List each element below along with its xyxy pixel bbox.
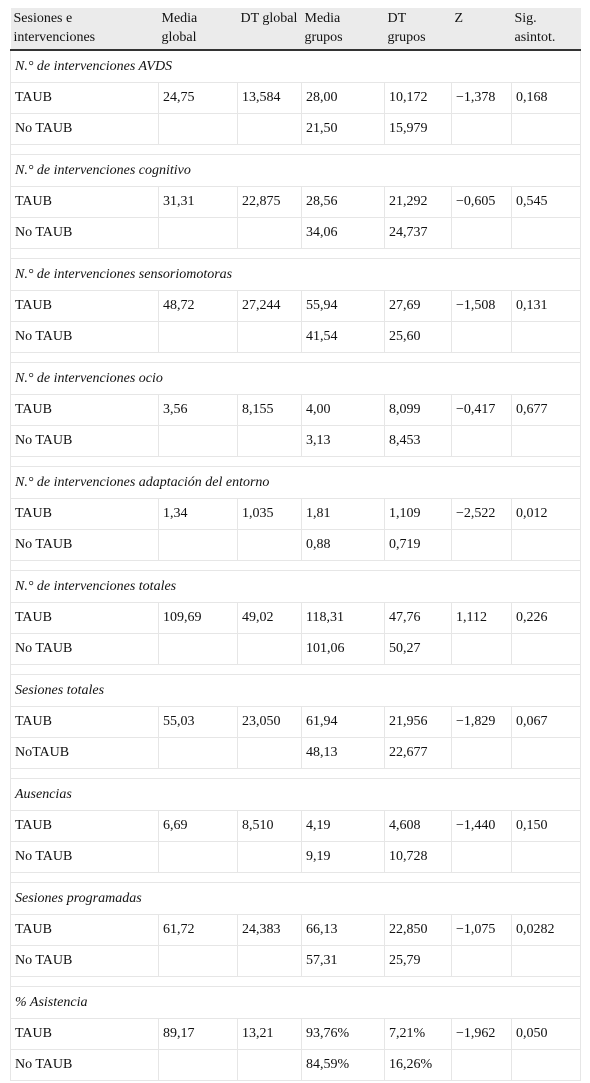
- table-header: [11, 8, 581, 50]
- table-cell: 57,31: [302, 946, 385, 977]
- table-cell: TAUB: [11, 707, 159, 738]
- table-row: [11, 218, 581, 249]
- section-spacer-row: [11, 977, 581, 987]
- table-cell: −1,962: [452, 1019, 512, 1050]
- table-cell: [452, 530, 512, 561]
- table-cell: 34,06: [302, 218, 385, 249]
- table-cell: 55,94: [302, 291, 385, 322]
- table-cell: No TAUB: [11, 322, 159, 353]
- table-row: [11, 1019, 581, 1050]
- table-cell: −2,522: [452, 499, 512, 530]
- table-cell: [512, 426, 581, 457]
- section-heading-row: [11, 571, 581, 603]
- table-cell: [159, 634, 238, 665]
- table-cell: 3,56: [159, 395, 238, 426]
- table-cell: 50,27: [385, 634, 452, 665]
- table-cell: [159, 842, 238, 873]
- section-spacer-row: [11, 249, 581, 259]
- table-cell: [159, 530, 238, 561]
- table-cell: No TAUB: [11, 842, 159, 873]
- section-heading-row: [11, 883, 581, 915]
- table-cell: 8,510: [238, 811, 302, 842]
- table-cell: 31,31: [159, 187, 238, 218]
- table-cell: 9,19: [302, 842, 385, 873]
- section-spacer-row: [11, 457, 581, 467]
- table-cell: [159, 738, 238, 769]
- section-heading-row: [11, 259, 581, 291]
- table-cell: −1,440: [452, 811, 512, 842]
- table-cell: 41,54: [302, 322, 385, 353]
- table-cell: 61,94: [302, 707, 385, 738]
- section-title: N.° de intervenciones AVDS: [11, 50, 581, 83]
- table-cell: [238, 634, 302, 665]
- table-cell: 21,956: [385, 707, 452, 738]
- spacer-cell: [11, 353, 581, 363]
- table-cell: 23,050: [238, 707, 302, 738]
- table-cell: 27,244: [238, 291, 302, 322]
- header-media-global: Media global: [159, 8, 238, 50]
- section-heading-row: [11, 155, 581, 187]
- table-cell: 10,172: [385, 83, 452, 114]
- table-cell: TAUB: [11, 83, 159, 114]
- table-cell: [238, 218, 302, 249]
- table-cell: [512, 634, 581, 665]
- table-cell: No TAUB: [11, 946, 159, 977]
- header-media-grupos: Media grupos: [302, 8, 385, 50]
- table-row: [11, 738, 581, 769]
- table-cell: 13,21: [238, 1019, 302, 1050]
- table-cell: 1,109: [385, 499, 452, 530]
- table-cell: 28,56: [302, 187, 385, 218]
- table-cell: NoTAUB: [11, 738, 159, 769]
- results-table-container: [10, 8, 580, 1081]
- section-title: N.° de intervenciones totales: [11, 571, 581, 603]
- table-cell: 21,292: [385, 187, 452, 218]
- table-cell: 22,850: [385, 915, 452, 946]
- table-cell: [512, 218, 581, 249]
- table-cell: TAUB: [11, 395, 159, 426]
- table-cell: 0,150: [512, 811, 581, 842]
- table-cell: No TAUB: [11, 426, 159, 457]
- table-row: [11, 1050, 581, 1081]
- table-cell: −1,075: [452, 915, 512, 946]
- results-table: [10, 8, 581, 1081]
- table-cell: [512, 946, 581, 977]
- table-cell: [452, 218, 512, 249]
- table-cell: [238, 322, 302, 353]
- spacer-cell: [11, 977, 581, 987]
- table-cell: No TAUB: [11, 1050, 159, 1081]
- header-z: Z: [452, 8, 512, 50]
- table-row: [11, 322, 581, 353]
- table-body: [11, 50, 581, 1081]
- table-cell: −0,417: [452, 395, 512, 426]
- table-cell: 0,88: [302, 530, 385, 561]
- section-heading-row: [11, 779, 581, 811]
- spacer-cell: [11, 561, 581, 571]
- spacer-cell: [11, 769, 581, 779]
- table-cell: −1,508: [452, 291, 512, 322]
- spacer-cell: [11, 145, 581, 155]
- table-cell: [452, 1050, 512, 1081]
- table-cell: TAUB: [11, 915, 159, 946]
- section-title: Sesiones programadas: [11, 883, 581, 915]
- section-spacer-row: [11, 665, 581, 675]
- table-cell: 22,875: [238, 187, 302, 218]
- table-row: [11, 634, 581, 665]
- table-cell: [159, 426, 238, 457]
- table-cell: [159, 1050, 238, 1081]
- table-cell: 0,050: [512, 1019, 581, 1050]
- table-cell: 4,19: [302, 811, 385, 842]
- table-row: [11, 395, 581, 426]
- section-spacer-row: [11, 561, 581, 571]
- table-cell: 27,69: [385, 291, 452, 322]
- table-cell: −1,829: [452, 707, 512, 738]
- table-row: [11, 946, 581, 977]
- table-cell: 6,69: [159, 811, 238, 842]
- table-cell: 61,72: [159, 915, 238, 946]
- spacer-cell: [11, 665, 581, 675]
- table-cell: 0,168: [512, 83, 581, 114]
- table-cell: 109,69: [159, 603, 238, 634]
- table-cell: 49,02: [238, 603, 302, 634]
- table-cell: [238, 114, 302, 145]
- table-cell: 89,17: [159, 1019, 238, 1050]
- table-cell: 1,81: [302, 499, 385, 530]
- table-cell: [159, 114, 238, 145]
- table-cell: [512, 114, 581, 145]
- table-row: [11, 499, 581, 530]
- table-cell: 0,131: [512, 291, 581, 322]
- table-cell: 0,067: [512, 707, 581, 738]
- table-cell: 24,383: [238, 915, 302, 946]
- table-cell: 21,50: [302, 114, 385, 145]
- table-row: [11, 114, 581, 145]
- section-title: Sesiones totales: [11, 675, 581, 707]
- table-cell: TAUB: [11, 499, 159, 530]
- table-cell: 0,012: [512, 499, 581, 530]
- table-cell: 3,13: [302, 426, 385, 457]
- section-spacer-row: [11, 769, 581, 779]
- table-cell: TAUB: [11, 1019, 159, 1050]
- section-spacer-row: [11, 145, 581, 155]
- table-cell: [452, 634, 512, 665]
- table-cell: 22,677: [385, 738, 452, 769]
- table-cell: 84,59%: [302, 1050, 385, 1081]
- table-cell: [452, 946, 512, 977]
- table-cell: 47,76: [385, 603, 452, 634]
- table-cell: [512, 322, 581, 353]
- table-cell: [452, 322, 512, 353]
- table-cell: 0,719: [385, 530, 452, 561]
- table-cell: 1,035: [238, 499, 302, 530]
- table-cell: [452, 426, 512, 457]
- table-cell: 8,453: [385, 426, 452, 457]
- header-sig-asintot: Sig. asintot.: [512, 8, 581, 50]
- section-heading-row: [11, 675, 581, 707]
- table-cell: [452, 114, 512, 145]
- section-spacer-row: [11, 873, 581, 883]
- table-cell: 25,60: [385, 322, 452, 353]
- table-row: [11, 187, 581, 218]
- section-title: N.° de intervenciones cognitivo: [11, 155, 581, 187]
- section-heading-row: [11, 467, 581, 499]
- table-cell: 118,31: [302, 603, 385, 634]
- table-cell: [452, 842, 512, 873]
- table-cell: [159, 322, 238, 353]
- table-cell: 4,608: [385, 811, 452, 842]
- table-cell: No TAUB: [11, 634, 159, 665]
- table-cell: 1,34: [159, 499, 238, 530]
- spacer-cell: [11, 873, 581, 883]
- table-cell: 1,112: [452, 603, 512, 634]
- table-cell: [238, 1050, 302, 1081]
- table-cell: [159, 946, 238, 977]
- table-cell: [238, 946, 302, 977]
- section-title: N.° de intervenciones ocio: [11, 363, 581, 395]
- section-heading-row: [11, 987, 581, 1019]
- table-row: [11, 603, 581, 634]
- table-cell: 8,099: [385, 395, 452, 426]
- table-cell: 25,79: [385, 946, 452, 977]
- table-row: [11, 811, 581, 842]
- table-cell: [238, 842, 302, 873]
- table-row: [11, 291, 581, 322]
- table-cell: 28,00: [302, 83, 385, 114]
- section-title: Ausencias: [11, 779, 581, 811]
- table-cell: No TAUB: [11, 114, 159, 145]
- table-cell: TAUB: [11, 291, 159, 322]
- table-cell: 66,13: [302, 915, 385, 946]
- table-cell: 24,75: [159, 83, 238, 114]
- table-cell: 0,226: [512, 603, 581, 634]
- table-cell: [159, 218, 238, 249]
- table-row: [11, 707, 581, 738]
- table-cell: 0,677: [512, 395, 581, 426]
- table-cell: TAUB: [11, 811, 159, 842]
- table-cell: 7,21%: [385, 1019, 452, 1050]
- section-title: N.° de intervenciones sensoriomotoras: [11, 259, 581, 291]
- table-cell: [452, 738, 512, 769]
- table-cell: 10,728: [385, 842, 452, 873]
- section-spacer-row: [11, 353, 581, 363]
- table-cell: [512, 738, 581, 769]
- table-cell: −1,378: [452, 83, 512, 114]
- section-title: % Asistencia: [11, 987, 581, 1019]
- table-cell: No TAUB: [11, 218, 159, 249]
- table-cell: [512, 1050, 581, 1081]
- table-cell: 48,13: [302, 738, 385, 769]
- table-cell: [238, 530, 302, 561]
- table-cell: 13,584: [238, 83, 302, 114]
- table-row: [11, 915, 581, 946]
- table-row: [11, 83, 581, 114]
- table-cell: 0,0282: [512, 915, 581, 946]
- table-cell: No TAUB: [11, 530, 159, 561]
- table-cell: TAUB: [11, 603, 159, 634]
- table-row: [11, 530, 581, 561]
- table-cell: 93,76%: [302, 1019, 385, 1050]
- table-cell: 0,545: [512, 187, 581, 218]
- table-cell: 55,03: [159, 707, 238, 738]
- table-cell: 8,155: [238, 395, 302, 426]
- spacer-cell: [11, 249, 581, 259]
- table-row: [11, 426, 581, 457]
- table-cell: [238, 738, 302, 769]
- table-cell: 15,979: [385, 114, 452, 145]
- table-row: [11, 842, 581, 873]
- header-sesiones-intervenciones: Sesiones e intervenciones: [11, 8, 159, 50]
- spacer-cell: [11, 457, 581, 467]
- table-cell: 4,00: [302, 395, 385, 426]
- table-cell: [238, 426, 302, 457]
- header-dt-grupos: DT grupos: [385, 8, 452, 50]
- table-cell: 101,06: [302, 634, 385, 665]
- section-heading-row: [11, 363, 581, 395]
- table-cell: 24,737: [385, 218, 452, 249]
- table-cell: 48,72: [159, 291, 238, 322]
- header-dt-global: DT global: [238, 8, 302, 50]
- table-cell: 16,26%: [385, 1050, 452, 1081]
- table-cell: [512, 842, 581, 873]
- table-cell: −0,605: [452, 187, 512, 218]
- table-cell: [512, 530, 581, 561]
- section-title: N.° de intervenciones adaptación del entorno: [11, 467, 581, 499]
- section-heading-row: [11, 50, 581, 83]
- table-cell: TAUB: [11, 187, 159, 218]
